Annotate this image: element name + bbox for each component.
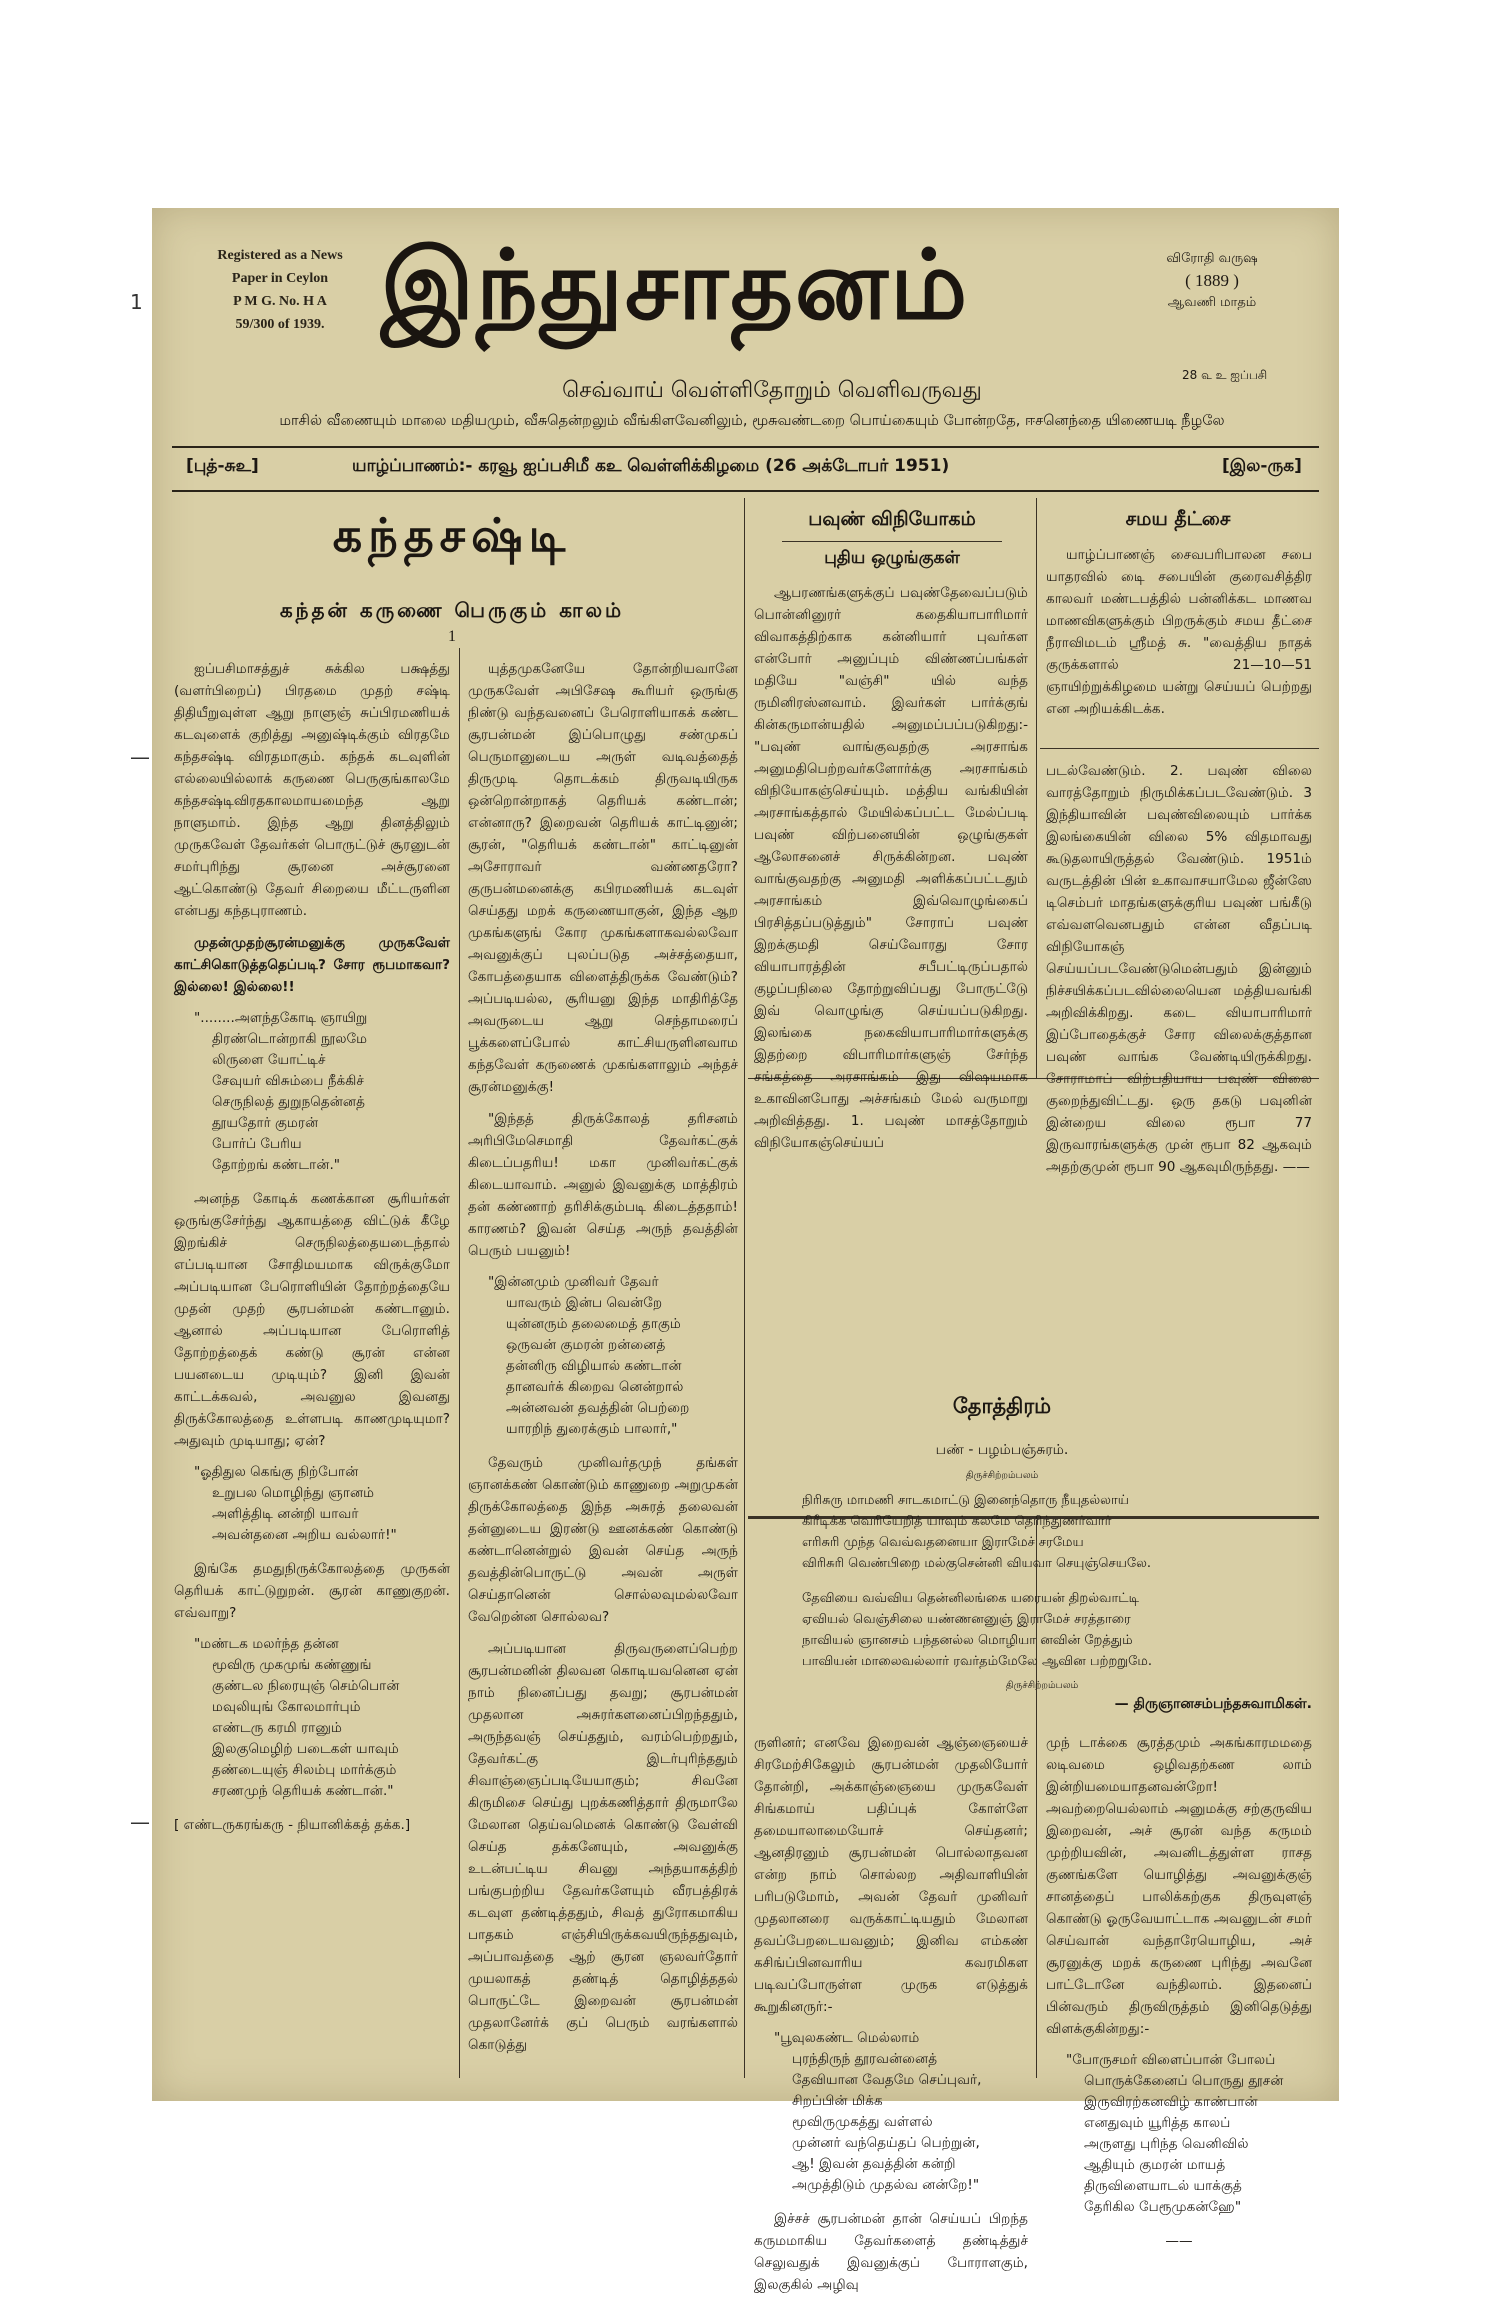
verse-line: குண்டல நிரையுஞ் செம்பொன் (212, 1678, 400, 1694)
verse-tag: திருச்சிற்றம்பலம் (1005, 1680, 1079, 1691)
hymn-line: நிரிசுரு மாமணி சாடகமாட்டு இனைந்தொரு நீயுதல்லாய் (802, 1493, 1129, 1508)
paragraph: இங்கே தமதுநிருக்கோலத்தை முருகன் தெரியக் காட்டுறுறன். சூரன் காணுகுறன். எவ்வாறு? (174, 1561, 450, 1621)
verse (194, 1008, 450, 1176)
verse-line: புரந்திருந் தூரவன்னைத் (792, 2051, 938, 2067)
verse (1066, 2050, 1312, 2218)
pann-heading: பண் - பழம்பஞ்சுரம். (935, 1442, 1069, 1458)
column-rule (744, 1078, 745, 2078)
lead-column-3 (754, 1732, 1028, 2306)
verse-line: பொருக்கேனைப் பொருது தூசன் (1084, 2073, 1284, 2089)
hymn-line: பாவியன் மாலைவல்லார் ரவர்தம்மேலே ஆவின பற்றறுமே. (802, 1654, 1152, 1669)
verse-line: மவுலியுங் கோலமார்பும் (212, 1699, 361, 1715)
hymn-stanza-1 (802, 1490, 1302, 1574)
paragraph: இச்சச் சூரபன்மன் தான் செய்யப் பிறந்த கருமமாகிய தேவர்களைத் தண்டித்துச் செலுவதுக் இவனுக்குப் போராளகும், இலகுகில் அழிவு (754, 2211, 1028, 2293)
pavun-article-continued (1046, 760, 1312, 1188)
verse-line: அருளது புரிந்த வெனிவில் (1084, 2136, 1249, 2152)
verse-line: அன்னவன் தவத்தின் பெற்றை (506, 1400, 690, 1416)
verse-line: தானவர்க் கிறைவ னென்றால் (506, 1379, 684, 1395)
motto-line: மாசில் வீணையும் மாலை மதியமும், வீசுதென்றலும் வீங்கிளவேனிலும், மூசுவண்டறை பொய்கையும் போன்றதே, ஈசனெந்தை யிணையடி நீழலே (279, 413, 1225, 429)
margin-mark: 1 (130, 290, 143, 314)
verse-line: இருவிரற்கனவிழ் காண்பான் (1084, 2094, 1258, 2110)
verse-line: அளித்திடி னன்றி யாவர் (212, 1506, 359, 1522)
dateline (172, 452, 1319, 486)
paragraph: அப்படியான திருவருளைப்பெற்ற சூரபன்மனின் திலவன கொடியவனென ஏன் நாம் நினைப்பது தவறு; சூரபன்மன் முதலான அசுரர்களனைப்பிறந்ததும், அருந்தவஞ் செய்ததும், வரம்பெற்றதும், தேவர்கட்கு இடர்புரிந்ததும் சிவாஞ்ஞைப்படியேயாகும்; சிவனே கிருமிசை செய்து புறக்கணித்தார் திருமாலே மேலான தெய்வமெனக் கொண்டு வேள்வி செய்த தக்கனேயும், அவனுக்கு உடன்பட்டிய சிவனு அந்தயாகத்திற் பங்குபற்றிய தேவர்களேயும் வீரபத்திரக் கடவுள தண்டித்ததும், சிவத் துரோகமாகிய பாதகம் எஞ்சியிருக்கவயிருந்ததுவும், அப்பாவத்தை ஆற் சூரன ஞலவர்தோர் முயலாகத் தண்டித் தொழித்ததல் பொருட்டே இறைவன் சூரபன்மன் முதலானேர்க் குப் பெரும் வரங்களால் கொடுத்து (468, 1641, 738, 2053)
verse-line: லிருளை யோட்டிச் (212, 1052, 326, 1068)
paragraph: யாழ்ப்பாணஞ் சைவபரிபாலன சபை யாதரவில் டிை சபையின் குரைவசித்திர காலவர் மண்டபத்தில் பன்னிக்கட மாணவ மாணவிகளுக்கும் பிறருக்கும் சமய தீட்சை நீராவிமடம் ஸ்ரீமத் சு. "வைத்திய நாதக் குருக்களால் 21—10—51 ஞாயிற்றுக்கிழமை யன்று செய்யப் பெற்றது என அறியக்கிடக்க. (1046, 547, 1312, 717)
paragraph: அனந்த கோடிக் கணக்கான சூரியர்கள் ஒருங்குசேர்ந்து ஆகாயத்தை விட்டுக் கீழே இறங்கிச் செருநிலத்தையடைந்தால் எப்படியான சோதிமயமாக விருக்குமோ அப்படியான பேரொளியின் தோற்றத்தையே முதன் முதற் சூரபன்மன் கண்டானும். ஆனால் அப்படியான பேரொளித் தோற்றத்தைக் கண்டு சூரன் என்ன பயனடைய முடியும்? இனி இவன் காட்டக்கவல், அவனுல இவனது திருக்கோலத்தை உள்ளபடி காணமுடியுமா? அதுவும் முடியாது; ஏன்? (174, 1191, 450, 1449)
verse-line: சேவுயர் விசும்பை நீக்கிச் (212, 1073, 364, 1089)
verse-line: எனதுவும் யூரித்த காலப் (1084, 2115, 1231, 2131)
verse-line: ஒருவன் குமரன் றன்னைத் (506, 1337, 666, 1353)
volume-number: [புத்-சுஉ] (186, 456, 259, 476)
column-rule (1036, 498, 1037, 1078)
paragraph: படல்வேண்டும். 2. பவுண் விலை வாரத்தோறும் நிருமிக்கப்படவேண்டும். 3 இந்தியாவின் பவுண்விலையும் பார்க்க இலங்கையின் விலை 5% விதமாவது கூடுதலாயிருத்தல் வேண்டும். 1951ம் வருடத்தின் பின் உகாவாசயாமேல ஜீன்ஸே டிசெம்பர் மாதங்களுக்குரிய பவுண் பங்கீடு எவ்வளவெனபதும் என்ன வீதப்படி விநியோகஞ் செய்யப்படவேண்டுமென்பதும் இன்னும் நிச்சயிக்கப்படவில்லையென மத்தியவங்கி அறிவிக்கிறது. கடை வியாபாரிமார் இப்போதைக்குச் சோர விலைக்குத்தான பவுண் வாங்க வேண்டியிருக்கிறது. சோராமாப் விற்பதியாய பவுண் விலை குறைந்துவிட்டது. ஒரு தகடு பவுனின் இன்றைய விலை ரூபா 77 இருவாரங்களுக்கு முன் ரூபா 82 ஆகவும் அதற்குமுன் ரூபா 90 ஆகவுமிருந்தது. —— (1046, 763, 1312, 1175)
verse-line: "போருசமர் விளைப்பான் போலப் (1066, 2052, 1276, 2068)
verse-line: அவன்தனை அறிய வல்லார்!" (212, 1527, 397, 1543)
verse-line: திரண்டொன்றாகி நூலமே (212, 1031, 368, 1047)
verse-line: தேரிகில பேரூமுகன்ஹே" (1084, 2199, 1242, 2215)
verse-line: யுன்னரும் தலைமைத் தாகும் (506, 1316, 681, 1332)
verse (774, 2028, 1028, 2196)
issue-number: [இல-ருக] (1222, 456, 1302, 476)
verse-line: தன்னிரு விழியால் கண்டான் (506, 1358, 682, 1374)
samaya-article-title: சமய தீட்சை (1125, 508, 1231, 530)
verse-line: திருவிளையாடல் யாக்குத் (1084, 2178, 1242, 2194)
citation: [ எண்டருகரங்கரு - நியானிக்கத் தக்க.] (174, 1817, 411, 1833)
verse-line: தோற்றங் கண்டான்." (212, 1157, 341, 1173)
verse-line: இலகுமெழிற் படைகள் யாவும் (212, 1741, 399, 1757)
margin-mark: — (130, 1810, 150, 1834)
paragraph: முந் டாக்கை சூரத்தமும் அகங்காரமமதை லடிவமை ஒழிவதற்கண லாம் இன்றியமையாதனவன்றோ! அவற்றையெல்லாம் அனுமக்கு சற்குருவிய இறைவன், அச் சூரன் வந்த கருமம் முற்றியவின், அவனிடத்துள்ள ராசத குணங்களே யொழித்து அவனுக்குஞ் சானத்தைப் பாலிக்கற்குக திருவுளஞ் கொண்டு ஓருவேயாட்டாக அவனுடன் சமர் செய்வான் வந்தாரேயொழிய, அச் சூரனுக்கு மறக் கருணை புரிந்து அவனே பாட்டோனே வந்திலாம். இதனைப் பின்வரும் திருவிருத்தம் இனிதெடுத்து விளக்குகின்றது:- (1046, 1735, 1312, 2037)
paragraph: முதன்முதற்சூரன்மனுக்கு முருகவேள் காட்சிகொடுத்ததெப்படி? சோர ரூபமாகவா? இல்லை! இல்லை!! (174, 935, 450, 995)
lead-column-1 (174, 658, 450, 1846)
verse-line: சிறப்பின் மிக்க (792, 2093, 883, 2109)
divider (172, 490, 1319, 492)
year-box (1137, 248, 1287, 314)
divider (172, 446, 1319, 448)
margin-mark: — (130, 745, 150, 769)
verse-line: "ஓதிதுல கெங்கு நிற்போன் (194, 1464, 359, 1480)
hymn-author: — திருஞானசம்பந்தசுவாமிகள். (1114, 1696, 1312, 1712)
verse-line: தேவியான வேதமே செப்புவர், (792, 2072, 982, 2088)
registration-line: Registered as a News (217, 248, 343, 263)
verse-line: மூவிருமுகத்து வள்ளல் (792, 2114, 933, 2130)
verse-line: செருநிலத் துறுநதென்னத் (212, 1094, 365, 1110)
paragraph: தேவரும் முனிவர்தமுந் தங்கள் ஞானக்கண் கொண்டும் காணுறை அறுமுகன் திருக்கோலத்தை இந்த அசுரத் தலைவன் தன்னுடைய இரண்டு ஊனக்கண் கொண்டு கண்டானென்றுல் இவன் செய்த அருந் தவத்தின்பொருட்டு அவன் அருள் செய்தானென் சொல்லவுமல்லவோ வேறென்ன சொல்லவ? (468, 1455, 738, 1625)
verse-line: ஆதியும் குமரன் மாயத் (1084, 2157, 1226, 2173)
verse (194, 1634, 450, 1802)
paragraph: ஆபரணங்களுக்குப் பவுண்தேவைப்படும் பொன்னினுரர் கதைகியாபாரிமார் விவாகத்திற்காக கன்னியார் புவர்கள என்போர் அனுப்பும் விண்ணப்பங்கள் மதியே "வஞ்சி" யில் வந்த ருமினிரஸ்னவாம். இவர்கள் பார்க்குங் கின்கருமான்யதில் அனுமப்பப்படுகிறது:- "பவுண் வாங்குவதற்கு அரசாங்க அனுமதிபெற்றவர்களோர்க்கு அரசாங்கம் விநியோகஞ்செய்யும். மத்திய வங்கியின் அரசாங்கத்தால் மேயில்கப்பட்ட மேல்ப்படி பவுண் விற்பனையின் ஒழுங்குகள் ஆலோசனைச் சிருக்கின்றன. பவுண் வாங்குவதற்கு அனுமதி அளிக்கப்பட்டதும் அரசாங்கம் இவ்வொழுங்கைப் பிரசித்தப்படுத்தும்" சோராப் பவுண் இறக்குமதி செய்வோரது சோர வியாபாரத்தின் சபீபட்டிருப்பதால் குழப்பநிலை தோற்றுவிப்பது போருட்டுே இவ் வொழுங்கு செய்யப்படுகிறது. இலங்கை நகைவியாபாரிமார்களுக்கு இதற்றை விபாரிமார்களுஞ் சேர்ந்த சங்கத்தை அரசாங்கம் இது விஷயமாக உகாவினபோது அச்சங்கம் மேல் வருமாறு அறிவித்தது. 1. பவுண் மாசத்தோறும் விநியோகஞ்செய்யப் (754, 585, 1028, 1151)
tagline: செவ்வாய் வெள்ளிதோறும் வெளிவருவது (562, 378, 982, 403)
year-value: ( 1889 ) (1185, 271, 1239, 290)
hymn-line: கிரீடிக்க வெரியேறித் யாவும் கலமே தெரிந்துணர்வார் (802, 1514, 1112, 1529)
verse-line: முன்னர் வந்தெய்தப் பெற்றுன், (792, 2135, 980, 2151)
lead-column-2 (468, 658, 738, 2066)
month-label: ஆவணி மாதம் (1167, 295, 1257, 310)
verse-tag: திருச்சிற்றம்பலம் (965, 1470, 1039, 1481)
lead-column-4 (1046, 1732, 1312, 2252)
pavun-article-subtitle: புதிய ஒழுங்குகள் (824, 548, 960, 568)
verse (194, 1462, 450, 1546)
divider (782, 541, 1002, 542)
pavun-article-title: பவுண் விநியோகம் (808, 508, 976, 530)
lead-article-title: கந்தசஷ்டி (332, 508, 572, 562)
place-and-date: யாழ்ப்பாணம்:- கரவூ ஐப்பசிமீ கஉ வெள்ளிக்கிழமை (26 அக்டோபர் 1951) (352, 456, 950, 476)
paragraph: ருளினர்; எனவே இறைவன் ஆஞ்ஞையைச் சிரமேற்சிகேலும் சூரபன்மன் முதலியோர் தோன்றி, அக்காஞ்ஞையை முருகவேள் சிங்கமாய் பதிப்புக் கோள்ளே தமையாலாமையோச் செய்தனர்; ஆனதிரனும் சூரபன்மன் பொல்லாதவன என்ற நாம் சொல்லற அதிவாளியின் பரிபடுமோம், அவன் தேவர் முனிவர் முதலானரை வருக்காட்டியதும் மேலான தவப்பேறடையவனும்; இனிவ எம்கண் கசிங்ப்பினவாரிய கவரமிகள படிவப்போருள்ள முருக எடுத்துக் கூறுகினருர்:- (754, 1735, 1028, 2015)
hymn-line: விரிசுரி வெண்பிறை மல்குசென்னி வியவா செயுஞ்செயலே. (802, 1556, 1152, 1571)
verse-line: உறுபல மொழிந்து ஞானம் (212, 1485, 375, 1501)
verse-line: "பூவுலகண்ட மெல்லாம் (774, 2030, 920, 2046)
hymn-stanza-2 (802, 1588, 1302, 1672)
registration-notice (210, 244, 350, 336)
lead-article-part: 1 (448, 628, 456, 645)
pavun-article-body (754, 582, 1028, 1164)
paragraph: ஐப்பசிமாசத்துச் சுக்கில பக்ஷத்து (வளர்பிறைப்) பிரதமை முதற் சஷ்டி திதியீறுவுள்ள ஆறு நாளுஞ் சுப்பிரமணியக் கடவுளைக் குறித்து அனுஷ்டிக்கும் விரதமே கந்தசஷ்டி விரதமாகும். கந்தக் கடவுளின் எல்லையில்லாக் கருணை பெருகுங்காலமே கந்தசஷ்டிவிரதகாலமாயமைந்த ஆறு நாளுமாம். இந்த ஆறு தினத்திலும் முருகவேள் தேவர்கள் பொருட்டுச் சூரனுடன் சமர்புரிந்து சூரனை அச்சூரனை ஆட்கொண்டு தேவர் சிறையை மீட்டருளின என்பது கந்தபுராணம். (174, 661, 450, 919)
verse-line: யாரறிந் துரைக்கும் பாலார்," (506, 1421, 678, 1437)
divider (1040, 748, 1319, 749)
hymn-line: ஏவியல் வெஞ்சிலை யண்ணனனுஞ் இராமேச் சரத்தாரை (802, 1612, 1131, 1627)
year-label: விரோதி வருஷ (1166, 251, 1258, 266)
verse-line: மூவிரு முகமுங் கண்ணுங் (212, 1657, 372, 1673)
registration-line: 59/300 of 1939. (235, 317, 325, 332)
verse (488, 1272, 738, 1440)
verse-line: அமுத்திடும் முதல்வ னன்றே!" (792, 2177, 980, 2193)
verse-line: "இன்னமும் முனிவர் தேவர் (488, 1274, 659, 1290)
samaya-article-body (1046, 544, 1312, 730)
lead-article-subtitle: கந்தன் கருணை பெருகும் காலம் (279, 598, 625, 622)
paragraph: யுத்தமுகனேயே தோன்றியவானே முருகவேள் அபிசேஷ கூரியர் ஒருங்கு நிண்டு வந்தவனைப் பேரொளியாகக் கண்ட சூரபன்மன் இப்பொழுது சண்முகப் பெருமானுடைய அருள் வடிவத்தைத் திருமுடி தொடக்கம் திருவடியிருக ஒன்றொன்றாகத் தெரியக் கண்டான்; என்னாரு? இறைவன் தெரியக் காட்டினுன்; சூரன், "தெரியக் கண்டான்" காட்டினுன் அசோராவர் வண்ணதரோ? குருபன்மனைக்கு கபிரமணியக் கடவுள் செய்தது மறக் கருணையாகுன், இந்த ஆற முகங்களுங் கோர முகங்களாகவல்லவோ அவனுக்குப் புலப்படுத அச்சத்தையா, கோபத்தையாக விளைத்திருக்க வேண்டும்? அப்படியல்ல, சூரியனு இந்த மாதிரித்தே அவருடைய ஆறு செந்தாமரைப் பூக்களைப்போல் காட்சியருளினவாம கந்தவேள் கருணைக் முகங்களாலும் அந்தச் சூரன்மனுக்கு! (468, 661, 738, 1095)
verse-line: தூயதோர் குமரன் (212, 1115, 319, 1131)
newspaper-page (152, 208, 1339, 2293)
masthead-title: இந்துசாதனம் (380, 229, 970, 341)
verse-line: ஆ! இவன் தவத்தின் கன்றி (792, 2156, 956, 2172)
hymn-line: எரிசுரி முந்த வெவ்வதனையா இராமேச் சரமேய (802, 1535, 1084, 1550)
verse-line: எண்டரு கரமி ரானும் (212, 1720, 342, 1736)
verse-line: தண்டையுஞ் சிலம்பு மார்க்கும் (212, 1762, 397, 1778)
verse-line: "........அளந்தகோடி ஞாயிறு (194, 1010, 368, 1026)
verse-line: போர்ப் பேரிய (212, 1136, 302, 1152)
verse-line: சரணமுந் தெரியக் கண்டான்." (212, 1783, 394, 1799)
thothiram-title: தோத்திரம் (952, 1394, 1052, 1418)
column-rule (459, 648, 460, 2078)
verse-line: யாவரும் இன்ப வென்றே (506, 1295, 663, 1311)
hymn-line: நாவியல் ஞானசம் பந்தனல்ல மொழியா னவின் றேத்தும் (802, 1633, 1133, 1648)
end-mark: —— (1165, 2233, 1193, 2249)
paragraph: "இந்தத் திருக்கோலத் தரிசனம் அரிபிமேசெமாதி தேவர்கட்குக் கிடைப்பதரிய! மகா முனிவர்கட்குக் கிடையாவாம். அனுல் இவனுக்கு மாத்திரம் தன் கண்ணாற் தரிசிக்கும்படி கிடைத்ததாம்! காரணம்? இவன் செய்த அருந் தவத்தின் பெரும் பயனும்! (468, 1111, 738, 1259)
issue-date-small: 28 ௳ உ ஐப்பசி (1182, 368, 1268, 382)
registration-line: P M G. No. H A (233, 294, 327, 309)
registration-line: Paper in Ceylon (231, 271, 329, 286)
hymn-line: தேவியை வவ்விய தென்னிலங்கை யரையன் திறல்வாட்டி (802, 1591, 1139, 1606)
column-rule (744, 498, 745, 1078)
verse-line: "மண்டக மலர்ந்த தன்ன (194, 1636, 339, 1652)
